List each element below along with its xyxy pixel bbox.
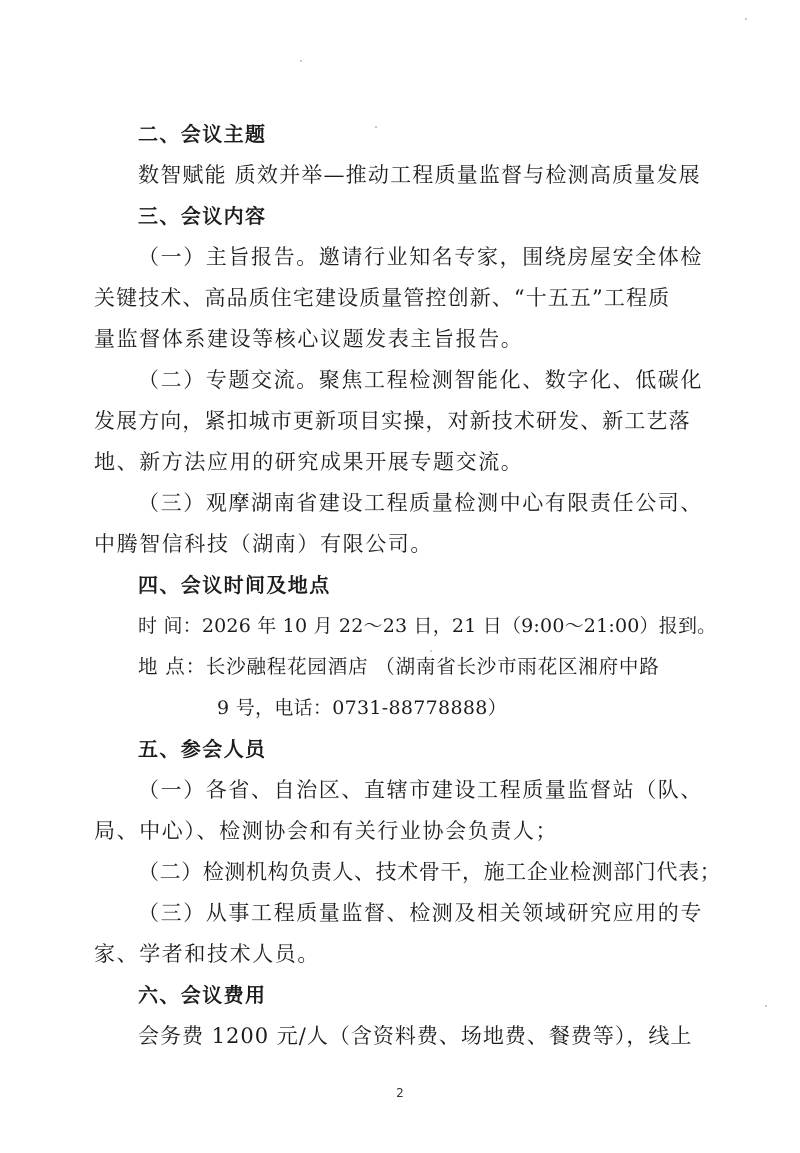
paragraph-line: 中腾智信科技（湖南）有限公司。 [94,532,433,556]
paragraph-line: （一）各省、自治区、直辖市建设工程质量监督站（队、 [138,778,703,802]
paragraph-line: 局、中心）、检测协会和有关行业协会负责人； [94,819,559,843]
paragraph-line: 地、新方法应用的研究成果开展专题交流。 [94,450,524,474]
paragraph-line: 发展方向，紧扣城市更新项目实操，对新技术研发、新工艺落 [94,409,691,433]
paragraph-line: 家、学者和技术人员。 [94,942,320,966]
meeting-place-contact: 9 号，电话：0731-88778888） [217,697,507,719]
scan-speck [430,650,432,652]
theme-text: 数智赋能 质效并举—推动工程质量监督与检测高质量发展 [138,163,701,187]
paragraph-line: 会务费 1200 元/人（含资料费、场地费、餐费等），线上 [138,1024,693,1048]
section-heading-theme: 二、会议主题 [138,122,267,146]
section-heading-time-place: 四、会议时间及地点 [138,573,331,597]
section-heading-content: 三、会议内容 [138,204,267,228]
paragraph-line: （三）观摩湖南省建设工程质量检测中心有限责任公司、 [138,491,703,515]
meeting-time: 时 间：2026 年 10 月 22～23 日，21 日（9:00～21:00）报到。 [138,615,717,637]
scan-speck [745,18,747,20]
paragraph-line: （一）主旨报告。邀请行业知名专家，围绕房屋安全体检 [138,245,703,269]
paragraph-line: （三）从事工程质量监督、检测及相关领域研究应用的专 [138,901,703,925]
scan-speck [765,1005,767,1007]
page-number: 2 [396,1086,404,1100]
section-heading-fees: 六、会议费用 [138,983,267,1007]
scan-speck [300,60,302,62]
paragraph-line: （二）检测机构负责人、技术骨干，施工企业检测部门代表； [138,860,722,884]
meeting-place: 地 点：长沙融程花园酒店 （湖南省长沙市雨花区湘府中路 [138,655,660,678]
scan-speck [375,126,377,128]
paragraph-line: （二）专题交流。聚焦工程检测智能化、数字化、低碳化 [138,368,703,392]
paragraph-line: 关键技术、高品质住宅建设质量管控创新、“十五五”工程质 [94,286,671,310]
section-heading-attendees: 五、参会人员 [138,737,267,761]
paragraph-line: 量监督体系建设等核心议题发表主旨报告。 [94,327,524,351]
